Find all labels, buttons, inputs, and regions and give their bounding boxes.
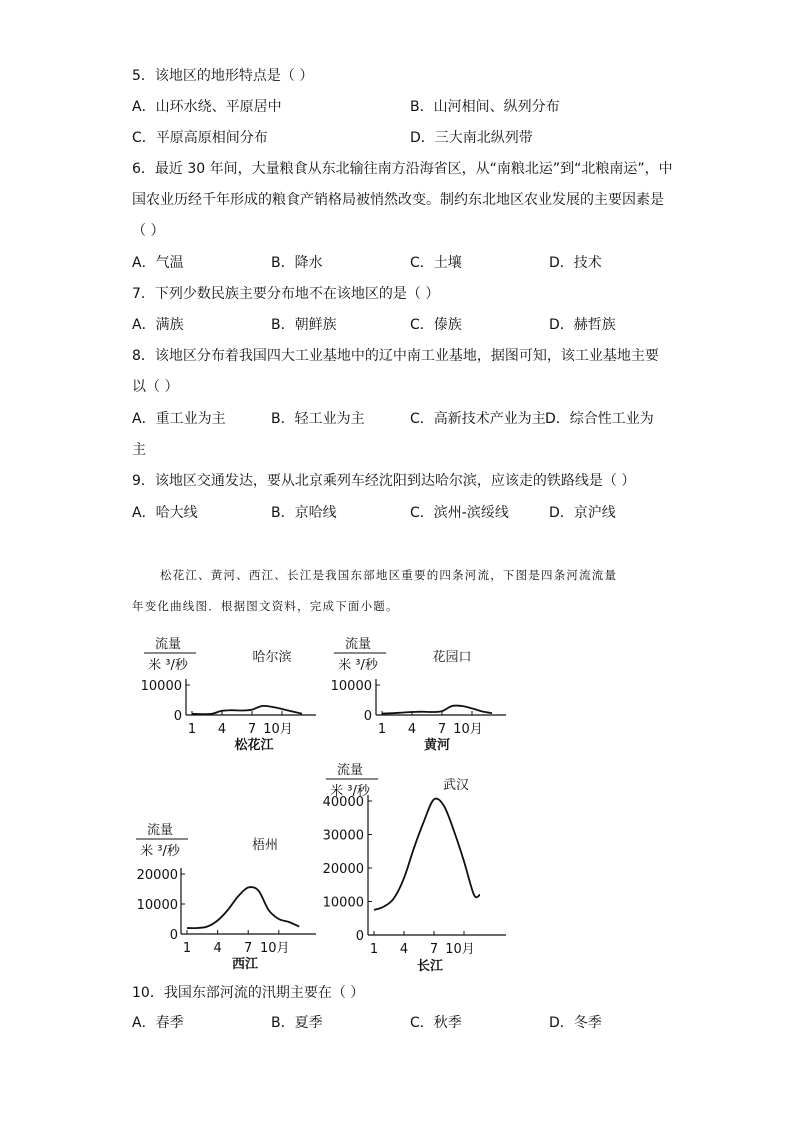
chart-3-yunit: 米 ³/秒	[140, 844, 180, 859]
chart-1-ytick-label: 0	[173, 709, 182, 724]
chart-1-flow-line	[192, 706, 302, 714]
chart-2-ytick-label: 0	[363, 709, 372, 724]
chart-3-ytick-label: 20000	[136, 868, 178, 883]
q7-option-b[interactable]: B．朝鲜族	[271, 317, 337, 333]
q10-option-d[interactable]: D．冬季	[549, 1015, 602, 1031]
chart-2-yunit: 米 ³/秒	[338, 658, 378, 673]
chart-1-ytick-label: 10000	[140, 679, 182, 694]
chart-1-yunit: 米 ³/秒	[148, 658, 188, 673]
chart-2-river-name: 黄河	[423, 738, 451, 753]
q8-option-c[interactable]: C．高新技术产业为主	[410, 411, 546, 427]
chart-1-xtick-label: 7	[247, 722, 257, 737]
chart-4-ytick-label: 10000	[322, 895, 364, 911]
q9-option-b[interactable]: B．京哈线	[271, 505, 337, 521]
intro-line-1: 松花江、黄河、西江、长江是我国东部地区重要的四条河流，下图是四条河流流量	[160, 568, 618, 582]
q5-option-a[interactable]: A．山环水绕、平原居中	[132, 99, 282, 115]
q6-option-a[interactable]: A．气温	[132, 255, 184, 271]
chart-4-title: 武汉	[442, 778, 470, 793]
chart-3-title: 梧州	[251, 838, 279, 853]
chart-2-xtick-label: 10月	[453, 722, 483, 737]
question-9-stem: 9．该地区交通发达，要从北京乘列车经沈阳到达哈尔滨，应该走的铁路线是（ ）	[132, 473, 636, 489]
chart-2-title: 花园口	[432, 650, 472, 665]
chart-4-ytick-label: 40000	[322, 795, 364, 810]
chart-3-ylabel: 流量	[146, 823, 174, 838]
chart-3-xtick-label: 7	[244, 941, 253, 956]
q7-option-a[interactable]: A．满族	[132, 317, 184, 333]
chart-2-xtick-label: 4	[407, 722, 417, 737]
chart-3-ytick-label: 10000	[136, 898, 178, 913]
q6-option-d[interactable]: D．技术	[549, 255, 602, 271]
q5-option-d[interactable]: D．三大南北纵列带	[410, 130, 533, 146]
chart-3-river-name: 西江	[231, 957, 259, 972]
chart-3-xtick-label: 1	[182, 941, 192, 956]
question-6-stem-line-2: 国农业历经千年形成的粮食产销格局被悄然改变。制约东北地区农业发展的主要因素是	[132, 192, 664, 208]
question-8-stem-line-1: 8．该地区分布着我国四大工业基地中的辽中南工业基地，据图可知，该工业基地主要	[132, 348, 659, 364]
chart-4-xtick-label: 10月	[445, 942, 475, 957]
chart-1-xtick-label: 4	[217, 722, 227, 737]
question-5-stem: 5．该地区的地形特点是（ ）	[132, 68, 314, 84]
q5-option-c[interactable]: C．平原高原相间分布	[132, 130, 268, 146]
question-7-stem: 7．下列少数民族主要分布地不在该地区的是（ ）	[132, 286, 440, 302]
q9-option-d[interactable]: D．京沪线	[549, 505, 616, 521]
q7-option-d[interactable]: D．赫哲族	[549, 317, 616, 333]
q10-option-b[interactable]: B．夏季	[271, 1015, 323, 1031]
chart-3-xtick-label: 4	[213, 941, 222, 956]
chart-3-ytick-label: 0	[169, 928, 178, 943]
chart-4-ytick-label: 30000	[322, 828, 364, 844]
q6-option-b[interactable]: B．降水	[271, 255, 323, 271]
q8-option-a[interactable]: A．重工业为主	[132, 411, 226, 427]
chart-4-xtick-label: 7	[429, 942, 439, 957]
chart-4-ylabel: 流量	[336, 763, 364, 778]
q8-option-d[interactable]: D．综合性工业为	[545, 411, 654, 427]
question-6-stem-line-1: 6．最近 30 年间，大量粮食从东北输往南方沿海省区，从“南粮北运”到“北粮南运”，中	[132, 161, 673, 177]
chart-1-river-name: 松花江	[234, 738, 274, 753]
chart-3-flow-line	[187, 887, 299, 928]
chart-2-flow-line	[382, 705, 492, 713]
q9-option-a[interactable]: A．哈大线	[132, 505, 198, 521]
chart-2-xtick-label: 1	[377, 722, 387, 737]
q9-option-c[interactable]: C．滨州-滨绥线	[410, 505, 509, 521]
chart-1-title: 哈尔滨	[252, 650, 292, 665]
q6-option-c[interactable]: C．土壤	[410, 255, 462, 271]
q10-option-c[interactable]: C．秋季	[410, 1015, 462, 1031]
intro-line-2: 年变化曲线图．根据图文资料，完成下面小题。	[132, 599, 399, 613]
chart-2-ylabel: 流量	[344, 637, 372, 652]
chart-1-xtick-label: 1	[187, 722, 197, 737]
chart-4-yunit: 米 ³/秒	[330, 784, 370, 799]
q8-option-d-wrap: 主	[132, 442, 146, 458]
question-8-stem-line-2: 以（ ）	[132, 379, 179, 395]
chart-4-xtick-label: 4	[399, 942, 409, 957]
chart-2-xtick-label: 7	[437, 722, 447, 737]
chart-4-ytick-label: 0	[355, 929, 364, 944]
chart-3-xtick-label: 10月	[260, 941, 290, 956]
q10-option-a[interactable]: A．春季	[132, 1015, 184, 1031]
chart-4-ytick-label: 20000	[322, 862, 364, 877]
question-6-stem-line-3: （ ）	[132, 223, 165, 239]
q7-option-c[interactable]: C．傣族	[410, 317, 462, 333]
chart-4-xtick-label: 1	[369, 942, 379, 957]
chart-1-xtick-label: 10月	[263, 722, 293, 737]
q8-option-b[interactable]: B．轻工业为主	[271, 411, 365, 427]
chart-1-ylabel: 流量	[154, 637, 182, 652]
chart-4-flow-line	[374, 799, 480, 910]
q5-option-b[interactable]: B．山河相间、纵列分布	[410, 99, 560, 115]
question-10-stem: 10．我国东部河流的汛期主要在（ ）	[132, 985, 365, 1001]
chart-2-ytick-label: 10000	[330, 679, 372, 694]
chart-4-river-name: 长江	[416, 959, 444, 974]
